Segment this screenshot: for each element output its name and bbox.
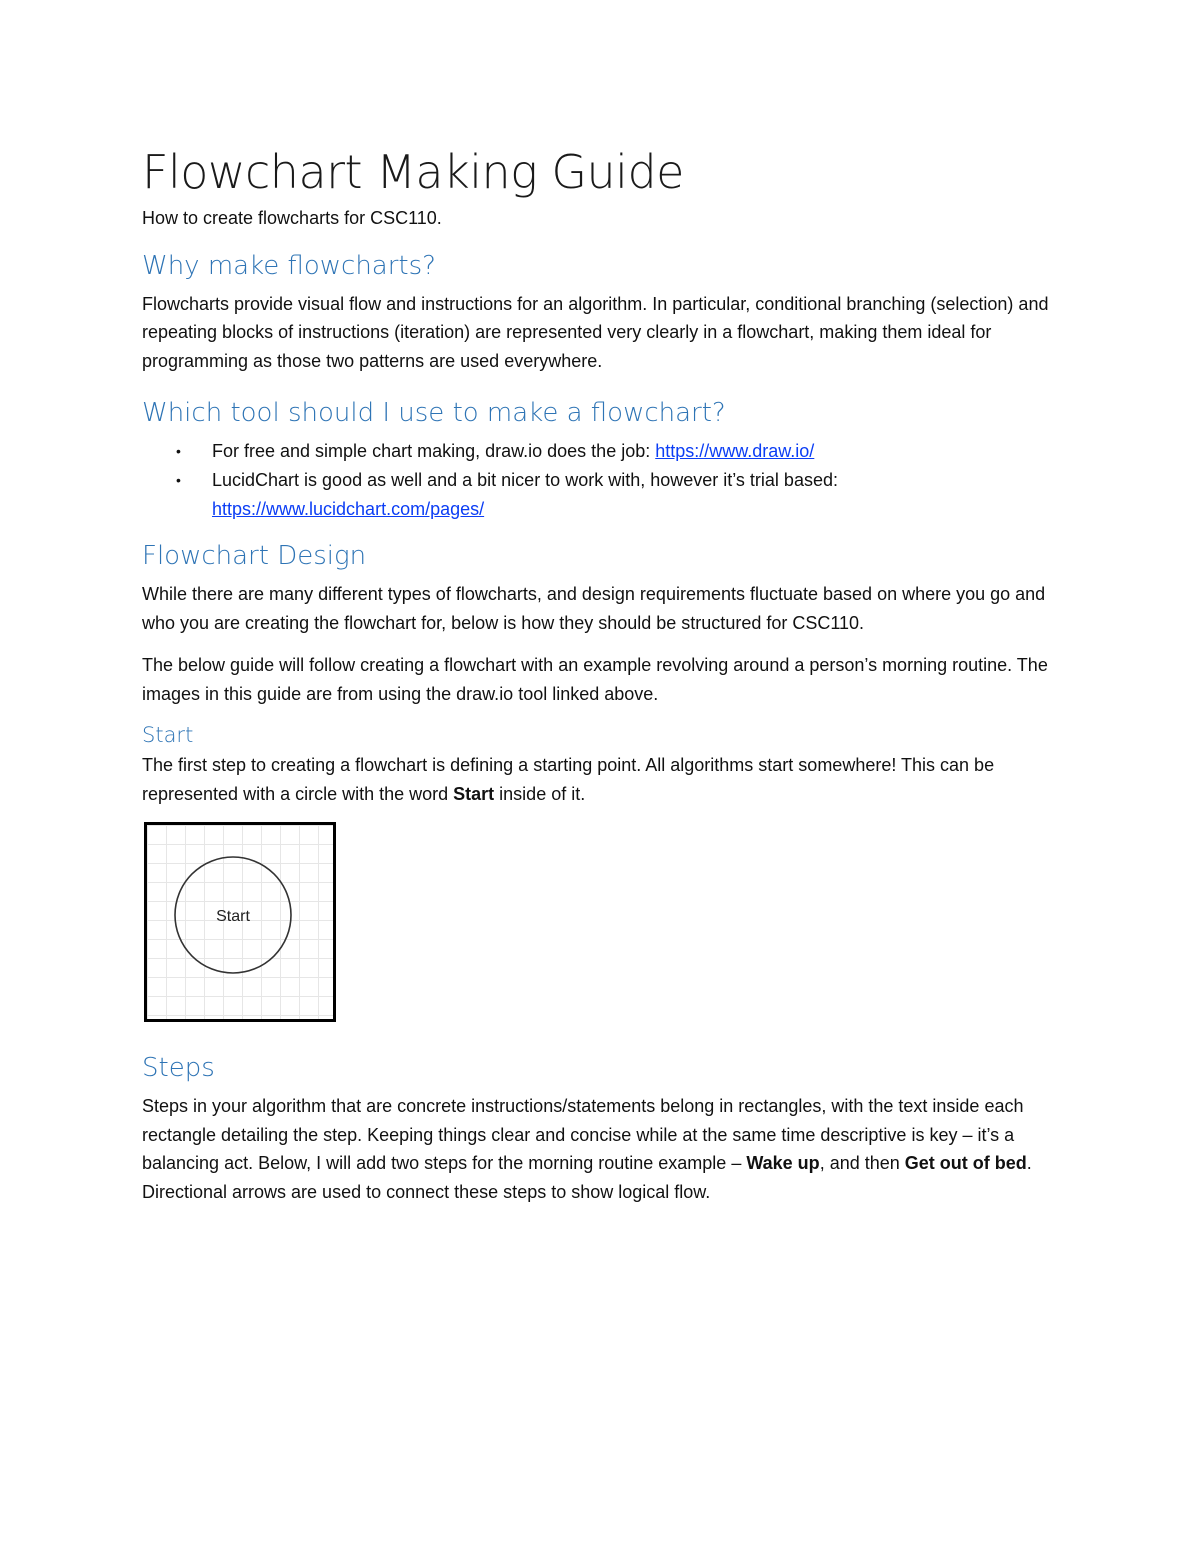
steps-text-mid: , and then	[819, 1153, 905, 1174]
heading-start: Start	[142, 723, 194, 748]
paragraph-design-2: The below guide will follow creating a flowchart with an example revolving around a person’s morning routine. The images in this guide are from using the draw.io tool linked above.	[142, 655, 1048, 704]
heading-why: Why make flowcharts?	[142, 251, 436, 282]
steps-text-post: . Directional arrows are used to connect these steps to show logical flow.	[142, 1153, 1032, 1202]
list-item-text: LucidChart is good as well and a bit nicer to work with, however it’s trial based:	[212, 470, 838, 491]
bullet-icon: •	[176, 472, 181, 489]
link-lucidchart[interactable]: https://www.lucidchart.com/pages/	[212, 499, 485, 520]
list-item	[176, 466, 1058, 524]
paragraph-design-1: While there are many different types of flowcharts, and design requirements fluctuate based on where you go and who you are creating the flowchart for, below is how they should be structured for CSC110.	[142, 584, 1046, 633]
start-text-bold: Start	[453, 783, 495, 804]
page-title: Flowchart Making Guide	[142, 145, 684, 199]
document-page	[142, 145, 1058, 1220]
tool-list	[142, 437, 1058, 524]
heading-tool: Which tool should I use to make a flowchart?	[142, 398, 726, 429]
steps-text-bold-bed: Get out of bed	[904, 1153, 1027, 1174]
start-circle-diagram	[147, 825, 333, 1019]
start-text-pre: The first step to creating a flowchart is defining a starting point. All algorithms start somewhere! This can be represented with a circle with the word	[142, 755, 995, 804]
paragraph-steps	[142, 1092, 1058, 1206]
start-circle-label: Start	[216, 908, 250, 926]
page-subtitle: How to create flowcharts for CSC110.	[142, 208, 442, 229]
steps-text-pre: Steps in your algorithm that are concrete instructions/statements belong in rectangles, with the text inside each rectangle detailing the step. Keeping things clear and concise while at the same time descriptive is key – it’s a balancing act. Below, I will add two steps for the morning routine example –	[142, 1096, 1024, 1174]
list-item-text: For free and simple chart making, draw.io does the job:	[212, 441, 656, 462]
heading-steps: Steps	[142, 1053, 215, 1084]
spacer	[142, 389, 1058, 397]
start-text-post: inside of it.	[494, 783, 586, 804]
link-drawio[interactable]: https://www.draw.io/	[655, 441, 815, 462]
list-item	[176, 437, 1058, 466]
paragraph-why: Flowcharts provide visual flow and instructions for an algorithm. In particular, conditional branching (selection) and repeating blocks of instructions (iteration) are represented very clearly in a flowchart, making them ideal for programming as those two patterns are used everywhere.	[142, 293, 1049, 371]
bullet-icon: •	[176, 443, 181, 460]
start-figure	[144, 822, 336, 1022]
heading-design: Flowchart Design	[142, 541, 367, 572]
paragraph-start	[142, 751, 1058, 808]
steps-text-bold-wake: Wake up	[746, 1153, 820, 1174]
